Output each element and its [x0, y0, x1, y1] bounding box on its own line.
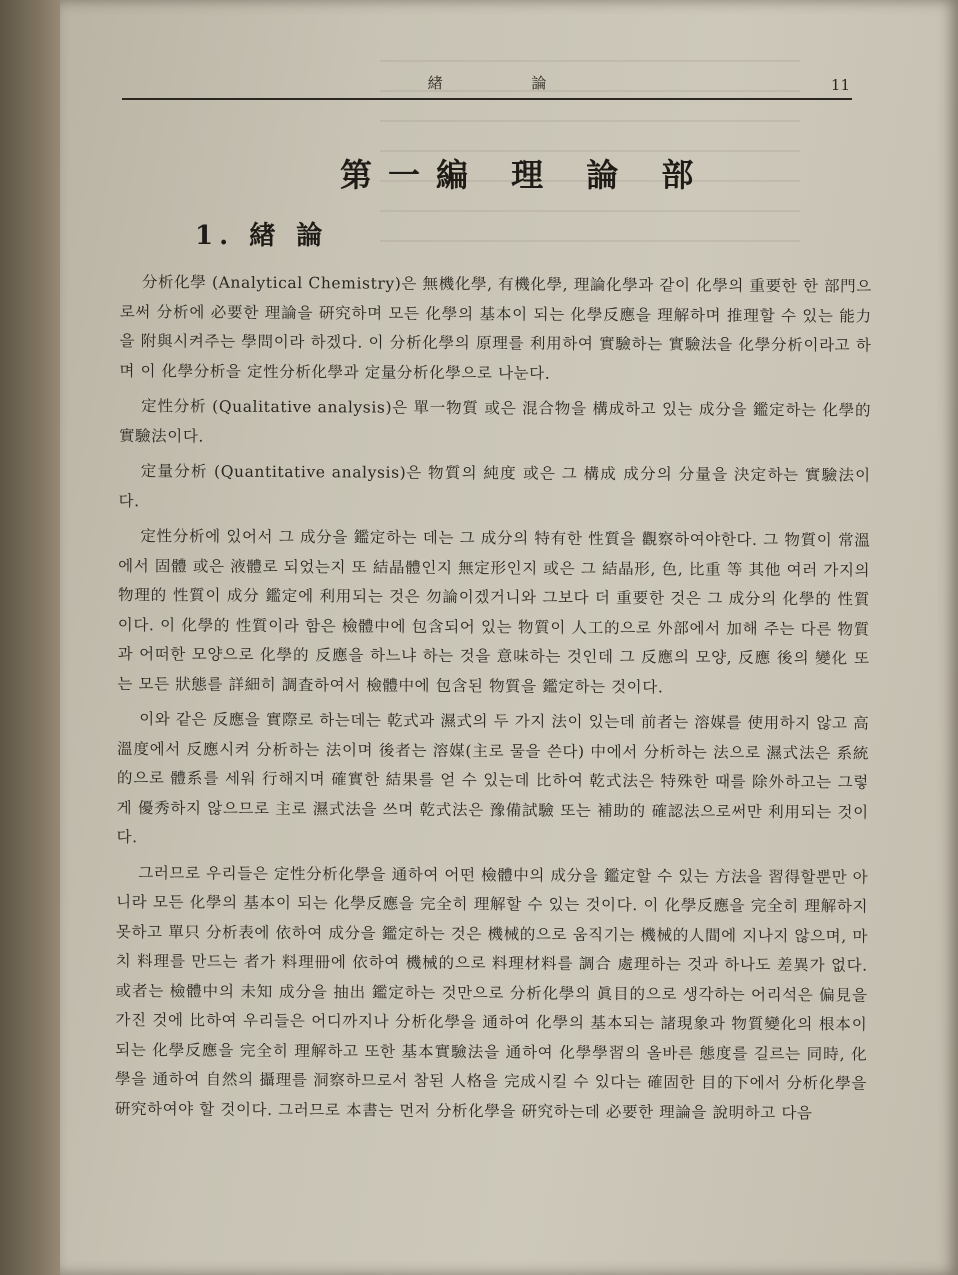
paragraph-purpose: 그러므로 우리들은 定性分析化學을 通하여 어떤 檢體中의 成分을 鑑定할 수 있는 方法을 習得할뿐만 아니라 모든 化學의 基本이 되는 化學反應을 完全히 理解할 수 있는 것이다. 이 化學反應을 完全히 理解하지 못하고 單只 分析表에 依하여 成分을 鑑定하는 것은 機械的으로 움직기는 機械的人間에 지나지 않으며, 마치 料理를 만드는 者가 料理冊에 依하여 機械的으로 料理材料를 調合 處理하는 것과 하나도 差異가 없다. 或者는 檢體中의 未知 成分을 抽出 鑑定하는 것만으로 分析化學의 眞目的으로 생각하는 어리석은 偏見을 가진 것에 比하여 우리들은 어디까지나 分析化學을 通하여 化學의 基本되는 諸現象과 物質變化의 根本이 되는 化學反應을 完全히 理解하고 또한 基本實驗法을 通하여 化學學習의 올바른 態度를 길르는 同時, 化學을 通하여 自然의 攝理를 洞察하므로서 참된 人格을 完成시킬 수 있다는 確固한 目的下에서 分析化學을 硏究하여야 할 것이다. 그러므로 本書는 먼저 分析化學을 硏究하는데 必要한 理論을 說明하고 다음: [114, 863, 869, 1122]
paragraph-dry-wet-methods: 이와 같은 反應을 實際로 하는데는 乾式과 濕式의 두 가지 法이 있는데 前者는 溶媒를 使用하지 않고 高溫度에서 反應시켜 分析하는 法이며 後者는 溶媒(主로 물을 쓴다) 中에서 分析하는 法으로 濕式法은 系統的으로 體系를 세워 行해지며 確實한 結果를 얻 수 있는데 比하여 乾式法은 特殊한 때를 除外하고는 그렇게 優秀하지 않으므로 主로 濕式法을 쓰며 乾式法은 豫備試驗 또는 補助的 確認法으로써만 利用되는 것이다.: [116, 710, 870, 847]
paragraph-qualitative-analysis: 定性分析 (Qualitative analysis)은 單一物質 或은 混合物을 構成하고 있는 成分을 鑑定하는 化學的 實驗法이다.: [118, 397, 872, 446]
paragraph-chemical-properties: 定性分析에 있어서 그 成分을 鑑定하는 데는 그 成分의 特有한 性質을 觀察하여야한다. 그 物質이 常溫에서 固體 或은 液體로 되었는지 또 結晶體인지 無定形인지 或은 그 結晶形, 色, 比重 等 其他 여러 가지의 物理的 性質이 成分 鑑定에 利用되는 것은 勿論이겠거니와 그보다 더 重要한 것은 그 成分의 化學的 性質이다. 이 化學的 性質이라 함은 檢體中에 包含되어 있는 物質이 人工的으로 外部에서 加해 주는 다른 物質과 어떠한 모양으로 化學的 反應을 하느냐 하는 것을 意味하는 것인데 그 反應의 모양, 反應 後의 變化 또는 모든 狀態를 詳細히 調査하여서 檢體中에 包含된 物質을 鑑定하는 것이다.: [117, 527, 871, 696]
running-head-title: 緖 論: [427, 74, 589, 92]
paragraph-analytical-chemistry: 分析化學 (Analytical Chemistry)은 無機化學, 有機化學, 理論化學과 같이 化學의 重要한 한 部門으로써 分析에 必要한 理論을 硏究하며 모든 化學의 基本이 되는 化學反應을 理解하며 推理할 수 있는 能力을 附與시켜주는 學問이라 하겠다. 이 分析化學의 原理를 利用하여 實驗하는 實驗法을 化學分析이라고 하며 이 化學分析을 定性分析化學과 定量分析化學으로 나눈다.: [119, 273, 872, 383]
section-title: 1. 緖 論: [195, 221, 329, 251]
paragraph-quantitative-analysis: 定量分析 (Quantitative analysis)은 物質의 純度 或은 그 構成 成分의 分量을 決定하는 實驗法이다.: [118, 462, 871, 510]
running-header: [122, 72, 852, 100]
book-spine-shadow: [0, 0, 60, 1275]
body-text: [115, 268, 872, 1135]
page-number: 11: [830, 76, 850, 94]
part-title: 第一編 理 論 部: [340, 156, 710, 194]
